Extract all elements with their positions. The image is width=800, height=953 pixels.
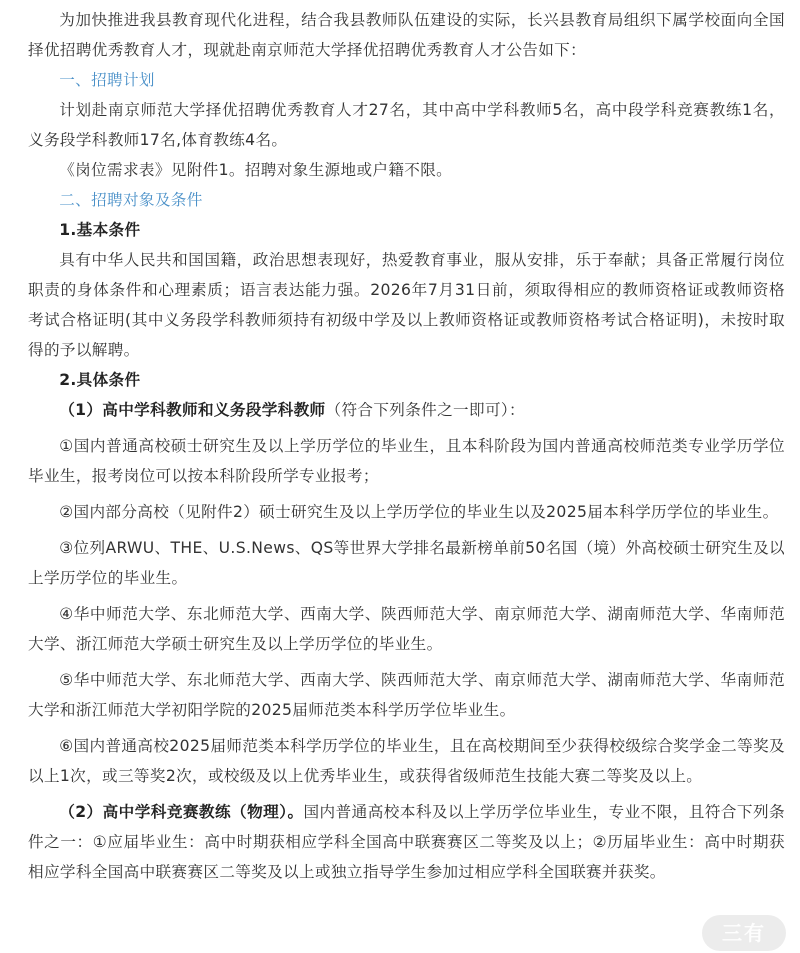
announcement-article <box>28 5 785 887</box>
table-note-paragraph: 《岗位需求表》见附件1。招聘对象生源地或户籍不限。 <box>59 161 453 179</box>
condition-item: ①国内普通高校硕士研究生及以上学历学位的毕业生，且本科阶段为国内普通高校师范类专业学历学位毕业生，报考岗位可以按本科阶段所学专业报考； <box>28 437 785 485</box>
site-watermark: 三有 <box>702 915 786 951</box>
sub1-note: （符合下列条件之一即可）： <box>325 401 525 419</box>
section-heading-recruitment-targets: 二、招聘对象及条件 <box>59 191 203 209</box>
condition-item: ④华中师范大学、东北师范大学、西南大学、陕西师范大学、南京师范大学、湖南师范大学、华南师范大学、浙江师范大学硕士研究生及以上学历学位的毕业生。 <box>28 605 785 653</box>
plan-paragraph: 计划赴南京师范大学择优招聘优秀教育人才27名，其中高中学科教师5名，高中段学科竞赛教练1名，义务段学科教师17名,体育教练4名。 <box>28 101 785 149</box>
basic-conditions-paragraph: 具有中华人民共和国国籍，政治思想表现好，热爱教育事业，服从安排，乐于奉献；具备正常履行岗位职责的身体条件和心理素质；语言表达能力强。2026年7月31日前，须取得相应的教师资格证或教师资格考试合格证明(其中义务段学科教师须持有初级中学及以上教师资格证或教师资格考试合格证明)，未按时取得的予以解聘。 <box>28 251 785 359</box>
intro-paragraph: 为加快推进我县教育现代化进程，结合我县教师队伍建设的实际，长兴县教育局组织下属学校面向全国择优招聘优秀教育人才，现就赴南京师范大学择优招聘优秀教育人才公告如下： <box>28 11 785 59</box>
basic-conditions-title: 1.基本条件 <box>59 221 141 239</box>
condition-item: ⑤华中师范大学、东北师范大学、西南大学、陕西师范大学、南京师范大学、湖南师范大学、华南师范大学和浙江师范大学初阳学院的2025届师范类本科学历学位毕业生。 <box>28 671 785 719</box>
sub2-title: （2）高中学科竞赛教练（物理）。 <box>59 803 304 821</box>
sub1-heading <box>28 395 785 425</box>
condition-item: ③位列ARWU、THE、U.S.News、QS等世界大学排名最新榜单前50名国（境）外高校硕士研究生及以上学历学位的毕业生。 <box>28 539 785 587</box>
section-heading-recruitment-plan: 一、招聘计划 <box>59 71 155 89</box>
condition-item: ②国内部分高校（见附件2）硕士研究生及以上学历学位的毕业生以及2025届本科学历学位的毕业生。 <box>59 503 779 521</box>
specific-conditions-title: 2.具体条件 <box>59 371 141 389</box>
condition-item: ⑥国内普通高校2025届师范类本科学历学位的毕业生，且在高校期间至少获得校级综合奖学金二等奖及以上1次，或三等奖2次，或校级及以上优秀毕业生，或获得省级师范生技能大赛二等奖及以上。 <box>28 737 785 785</box>
sub2-text: 国内普通高校本科及以上学历学位毕业生，专业不限，且符合下列条件之一：①应届毕业生：高中时期获相应学科全国高中联赛赛区二等奖及以上；②历届毕业生：高中时期获相应学科全国高中联赛赛区二等奖及以上或独立指导学生参加过相应学科全国联赛并获奖。 <box>28 803 785 881</box>
sub1-title: （1）高中学科教师和义务段学科教师 <box>59 401 326 419</box>
sub2-paragraph <box>28 797 785 887</box>
